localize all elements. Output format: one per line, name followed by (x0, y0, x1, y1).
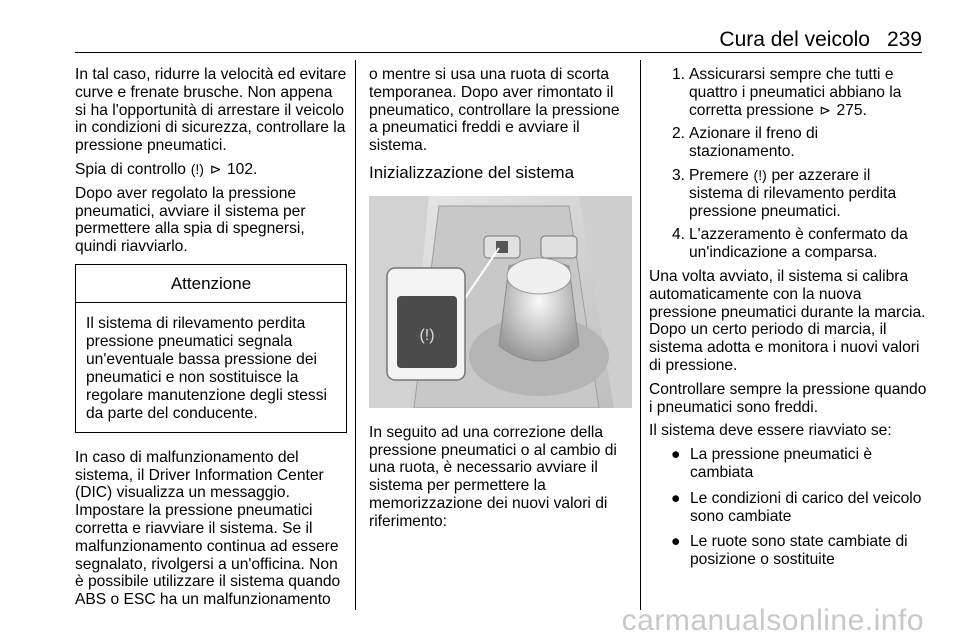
bullet-icon: ● (671, 533, 681, 551)
bullet-icon: ● (671, 446, 681, 464)
paragraph: Il sistema deve essere riavviato se: (649, 422, 892, 440)
svg-text:(!): (!) (419, 326, 435, 344)
tire-pressure-warning-icon: (!) (753, 166, 767, 183)
paragraph: Dopo aver regolato la pressione pneumatici, avviare il sistema per permettere alla spia di spegnersi, quindi riavviarlo. (75, 184, 306, 256)
center-console-illustration (369, 196, 632, 408)
list-item: 2. Azionare il freno di stazionamento. (672, 125, 819, 161)
warning-title: Attenzione (76, 265, 346, 303)
column-2 (369, 66, 629, 537)
conditions-list (649, 446, 927, 569)
list-item: 3. Premere (!) per azzerare il sistema di rilevamento perdita pressione pneumatici. (672, 166, 897, 220)
header-title: Cura del veicolo (719, 28, 870, 51)
list-item: ● Le ruote sono state cambiate di posizione o sostituite (671, 533, 908, 569)
column-divider-1 (355, 60, 356, 610)
list-item: ● La pressione pneumatici è cambiata (671, 446, 873, 481)
paragraph: In tal caso, ridurre la velocità ed evitare curve e frenate brusche. Non appena si ha l'opportunità di arrestare il veicolo in condizioni di sicurezza, controllare la pressione pneumatici. (75, 66, 347, 155)
page-reference-arrow-icon: ⊳ (819, 101, 832, 118)
paragraph: In caso di malfunzionamento del sistema, il Driver Information Center (DIC) visualizza un messaggio. Impostare la pressione pneumatici corretta e riavviare il sistema. Se il malfunzionamento continua ad essere segnalato, rivolgersi a un'officina. Non è possibile utilizzare il sistema quando ABS o ESC ha un malfunzionamento (75, 448, 341, 609)
warning-box (75, 264, 347, 433)
warning-body: Il sistema di rilevamento perdita pressione pneumatici segnala un'eventuale bassa pressione dei pneumatici e non sostituisce la regolare manutenzione degli stessi da parte del conducente. (86, 314, 327, 422)
tire-pressure-warning-icon: (!) (190, 160, 204, 177)
paragraph: Una volta avviato, il sistema si calibra automaticamente con la nuova pressione pneumatici durante la marcia. Dopo un certo periodo di marcia, il sistema adotta e monitora i nuovi valori di pressione. (649, 267, 926, 374)
paragraph: Controllare sempre la pressione quando i pneumatici sono freddi. (649, 380, 927, 416)
paragraph-indicator: Spia di controllo (!) ⊳ 102. (75, 160, 258, 178)
page-reference-arrow-icon: ⊳ (209, 160, 222, 177)
page-header (0, 0, 960, 56)
bullet-icon: ● (671, 489, 681, 507)
column-1 (75, 66, 347, 615)
section-heading: Inizializzazione del sistema (369, 162, 575, 182)
list-item: 1. Assicurarsi sempre che tutti e quattro i pneumatici abbiano la corretta pressione ⊳ 275. (672, 66, 902, 119)
list-item: 4. L'azzeramento è confermato da un'indicazione a comparsa. (672, 226, 908, 262)
paragraph: In seguito ad una correzione della pressione pneumatici o al cambio di una ruota, è necessario avviare il sistema per permettere la memorizzazione dei nuovi valori di riferimento: (369, 423, 617, 530)
page-number: 239 (886, 28, 922, 51)
steps-list (649, 66, 927, 262)
header-rule (75, 52, 922, 53)
column-3 (649, 66, 927, 577)
console-photo (369, 196, 632, 408)
paragraph: o mentre si usa una ruota di scorta temporanea. Dopo aver rimontato il pneumatico, controllare la pressione a pneumatici freddi e avviare il sistema. (369, 66, 620, 155)
watermark: carmanualsonline.info (621, 604, 924, 637)
column-divider-2 (640, 60, 641, 610)
list-item: ● Le condizioni di carico del veicolo sono cambiate (671, 489, 922, 525)
